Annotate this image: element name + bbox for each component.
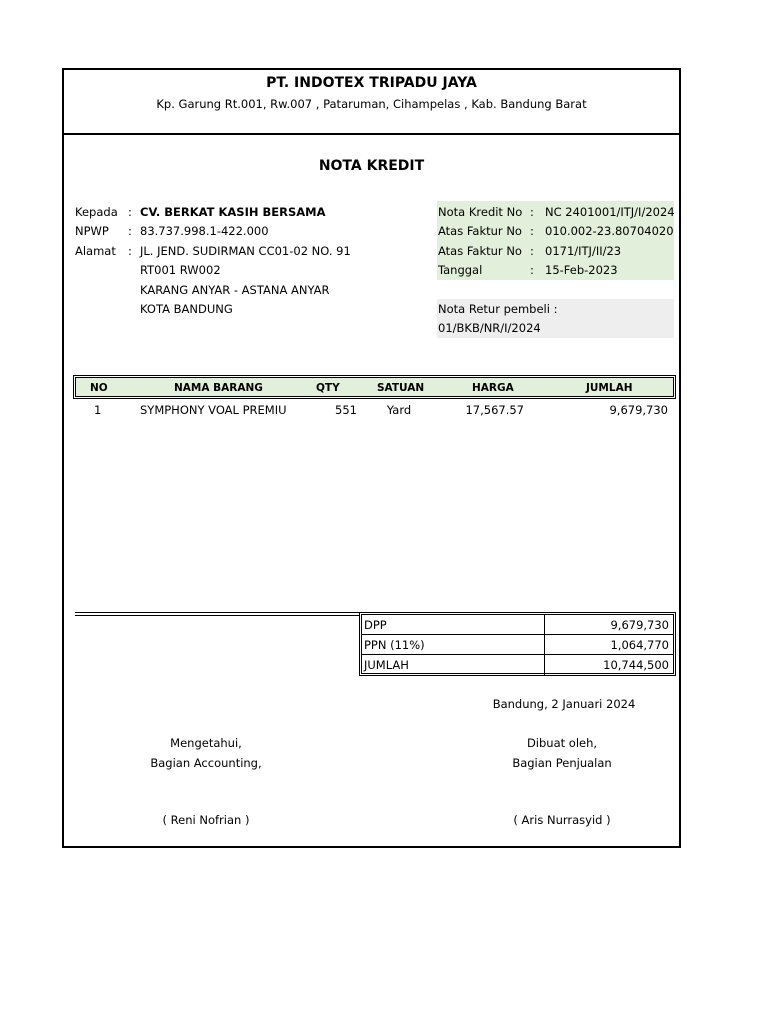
header-divider bbox=[64, 133, 679, 135]
table-bottom-line bbox=[75, 615, 361, 616]
alamat-line: KOTA BANDUNG bbox=[140, 302, 233, 316]
signature-right-line2: Bagian Penjualan bbox=[512, 756, 612, 770]
alamat-colon: : bbox=[128, 244, 132, 258]
info-value: NC 2401001/ITJ/I/2024 bbox=[545, 205, 675, 219]
total-row-dpp bbox=[362, 615, 673, 635]
return-note-label: Nota Retur pembeli : bbox=[438, 302, 558, 316]
credit-note-document bbox=[62, 68, 681, 848]
col-header-nama-barang: NAMA BARANG bbox=[174, 382, 263, 394]
return-note-value: 01/BKB/NR/I/2024 bbox=[438, 321, 541, 335]
info-label: Atas Faktur No bbox=[438, 224, 522, 238]
info-colon: : bbox=[530, 263, 534, 277]
info-label: Tanggal bbox=[438, 263, 483, 277]
signature-left-line2: Bagian Accounting, bbox=[150, 756, 262, 770]
info-label: Nota Kredit No bbox=[438, 205, 523, 219]
total-row-jumlah bbox=[362, 655, 673, 675]
table-bottom-line bbox=[75, 612, 674, 613]
document-title: NOTA KREDIT bbox=[318, 158, 425, 174]
total-value: 9,679,730 bbox=[610, 618, 669, 632]
total-value: 1,064,770 bbox=[610, 638, 669, 652]
total-label: PPN (11%) bbox=[364, 638, 425, 652]
info-value: 15-Feb-2023 bbox=[545, 263, 618, 277]
alamat-line: RT001 RW002 bbox=[140, 263, 221, 277]
total-label: DPP bbox=[364, 618, 387, 632]
total-row-ppn bbox=[362, 635, 673, 655]
signature-right-line1: Dibuat oleh, bbox=[526, 736, 598, 750]
total-value: 10,744,500 bbox=[603, 658, 669, 672]
cell-satuan: Yard bbox=[386, 403, 412, 417]
kepada-label: Kepada bbox=[75, 205, 118, 219]
cell-harga: 17,567.57 bbox=[465, 403, 524, 417]
company-address: Kp. Garung Rt.001, Rw.007 , Pataruman, Cihampelas , Kab. Bandung Barat bbox=[156, 97, 587, 111]
info-label: Atas Faktur No bbox=[438, 244, 522, 258]
col-header-harga: HARGA bbox=[472, 382, 514, 394]
signature-left-line1: Mengetahui, bbox=[170, 736, 242, 750]
col-header-jumlah: JUMLAH bbox=[586, 382, 633, 394]
npwp-colon: : bbox=[128, 224, 132, 238]
cell-no: 1 bbox=[94, 403, 102, 417]
kepada-colon: : bbox=[128, 205, 132, 219]
total-label: JUMLAH bbox=[364, 658, 409, 672]
place-date: Bandung, 2 Januari 2024 bbox=[492, 697, 636, 711]
info-value: 010.002-23.80704020 bbox=[545, 224, 674, 238]
kepada-value: CV. BERKAT KASIH BERSAMA bbox=[140, 205, 326, 219]
info-colon: : bbox=[530, 205, 534, 219]
col-header-no: NO bbox=[90, 382, 108, 394]
table-header bbox=[75, 377, 674, 397]
npwp-label: NPWP bbox=[75, 224, 109, 238]
signature-left-name: ( Reni Nofrian ) bbox=[162, 813, 250, 827]
info-colon: : bbox=[530, 224, 534, 238]
cell-qty: 551 bbox=[335, 403, 357, 417]
col-header-qty: QTY bbox=[316, 382, 340, 394]
signature-right-name: ( Aris Nurrasyid ) bbox=[513, 813, 611, 827]
npwp-value: 83.737.998.1-422.000 bbox=[140, 224, 269, 238]
alamat-line: JL. JEND. SUDIRMAN CC01-02 NO. 91 bbox=[140, 244, 351, 258]
alamat-label: Alamat bbox=[75, 244, 116, 258]
info-value: 0171/ITJ/II/23 bbox=[545, 244, 622, 258]
company-name: PT. INDOTEX TRIPADU JAYA bbox=[266, 75, 477, 91]
cell-nama-barang: SYMPHONY VOAL PREMIU bbox=[140, 403, 287, 417]
alamat-line: KARANG ANYAR - ASTANA ANYAR bbox=[140, 283, 330, 297]
col-header-satuan: SATUAN bbox=[377, 382, 425, 394]
cell-jumlah: 9,679,730 bbox=[609, 403, 668, 417]
totals-box bbox=[361, 614, 674, 674]
info-colon: : bbox=[530, 244, 534, 258]
